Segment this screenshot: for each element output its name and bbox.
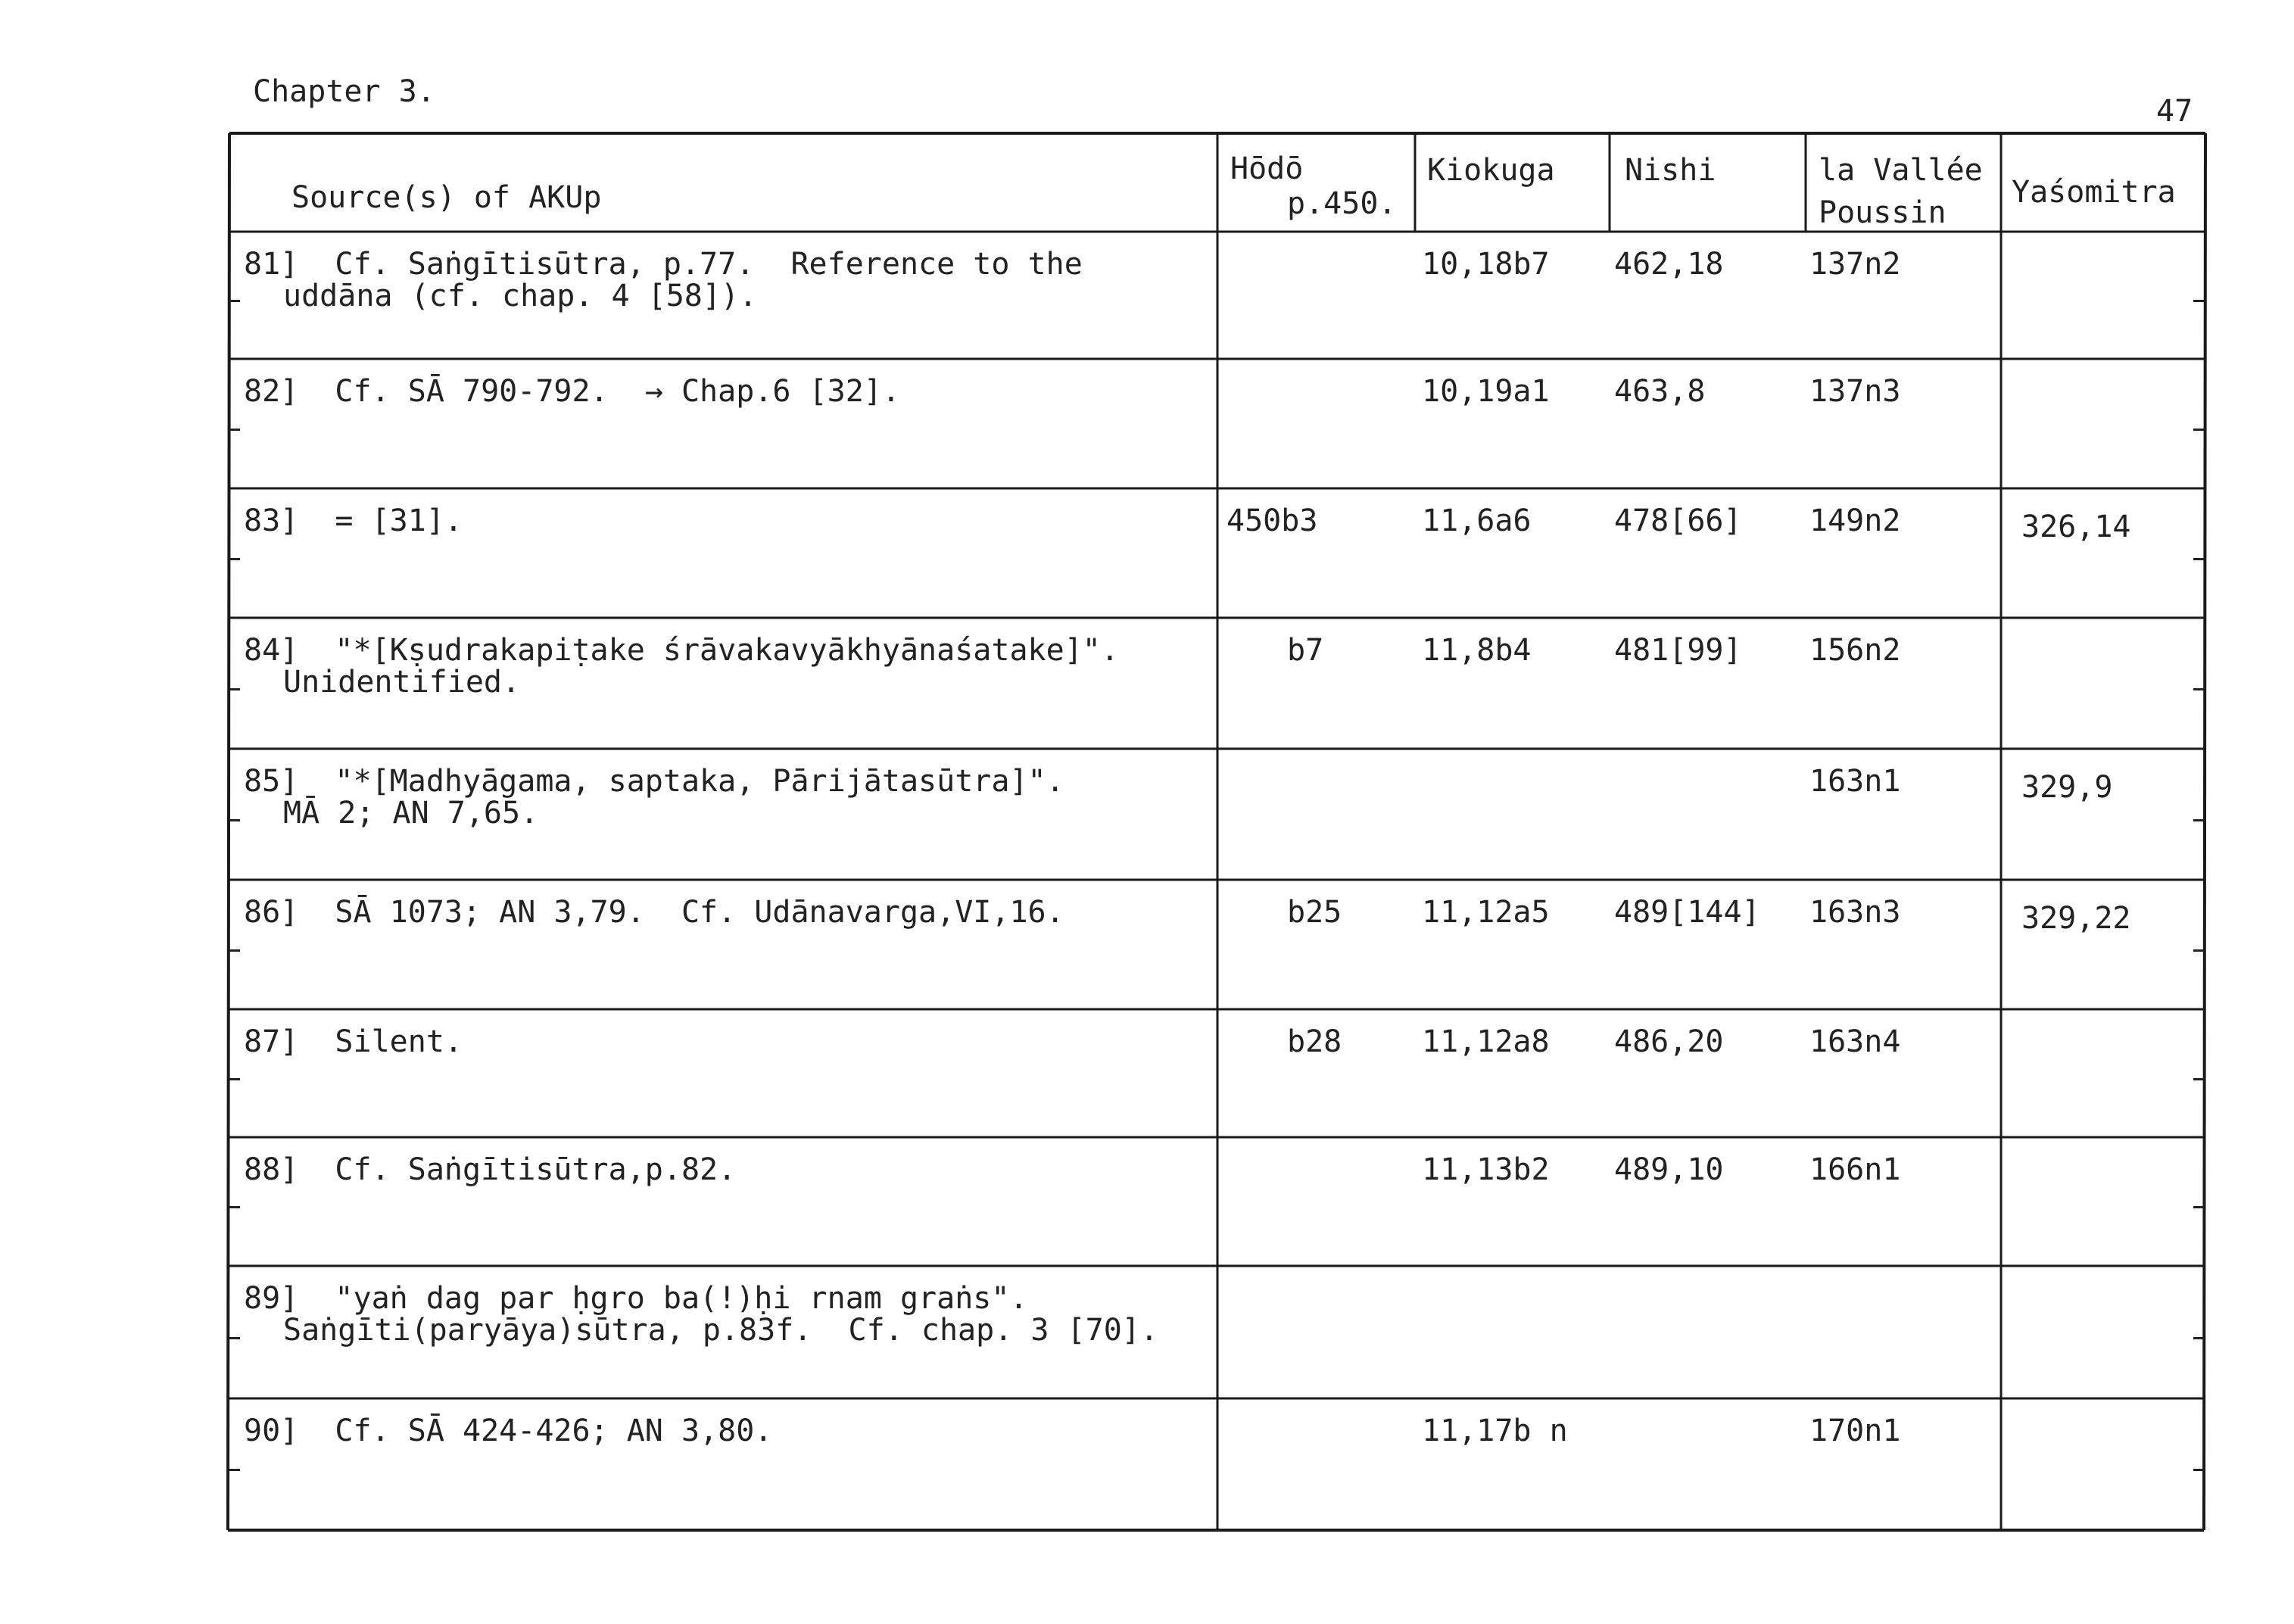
lvp-cell: 137n3 [1809,374,1901,409]
lvp-cell: 166n1 [1809,1152,1901,1187]
lvp-cell: 163n1 [1809,764,1901,799]
nishi-cell: 486,20 [1614,1024,1724,1059]
page-number: 47 [2156,94,2193,129]
kiokuga-cell: 11,6a6 [1422,503,1532,538]
nishi-cell: 463,8 [1614,374,1706,409]
row-tick-right [2193,1206,2204,1208]
row-tick-left [229,1206,240,1208]
hodo-cell: b7 [1287,633,1324,668]
yasomitra-cell: 329,22 [2021,901,2131,936]
row-tick-left [229,949,240,952]
row-tick-right [2193,819,2204,821]
lvp-cell: 163n4 [1809,1024,1901,1059]
nishi-cell: 481[99] [1614,633,1742,668]
row-tick-left [229,1337,240,1339]
kiokuga-cell: 10,18b7 [1422,247,1550,282]
source-cell-line2: uddāna (cf. chap. 4 [58]). [283,279,758,313]
header-yasomitra: Yaśomitra [2012,175,2176,210]
lvp-cell: 156n2 [1809,633,1901,668]
kiokuga-cell: 10,19a1 [1422,374,1550,409]
header-kiokuga: Kiokuga [1427,153,1555,188]
row-tick-right [2193,1469,2204,1471]
row-tick-right [2193,558,2204,560]
row-tick-right [2193,300,2204,302]
source-cell-line1: 81] Cf. Saṅgītisūtra, p.77. Reference to the [244,247,1083,282]
lvp-cell: 170n1 [1809,1414,1901,1448]
nishi-cell: 478[66] [1614,503,1742,538]
row-tick-left [229,300,240,302]
source-cell-line1: 90] Cf. SĀ 424-426; AN 3,80. [244,1414,773,1448]
header-lvp-line1: la Vallée [1819,153,1983,188]
kiokuga-cell: 11,8b4 [1422,633,1532,668]
lvp-cell: 137n2 [1809,247,1901,282]
kiokuga-cell: 11,17b n [1422,1414,1568,1448]
row-tick-right [2193,429,2204,431]
source-cell-line2: Saṅgīti(paryāya)sūtra, p.83f. Cf. chap. 3 [70]. [283,1313,1158,1348]
row-tick-right [2193,688,2204,690]
row-tick-left [229,558,240,560]
row-tick-left [229,429,240,431]
row-tick-right [2193,1337,2204,1339]
row-tick-left [229,688,240,690]
source-cell-line2: Unidentified. [283,665,521,700]
nishi-cell: 489,10 [1614,1152,1724,1187]
yasomitra-cell: 329,9 [2021,770,2113,805]
source-cell-line1: 88] Cf. Saṅgītisūtra,p.82. [244,1152,737,1187]
yasomitra-cell: 326,14 [2021,510,2131,544]
source-cell-line1: 83] = [31]. [244,503,463,538]
source-cell-line2: MĀ 2; AN 7,65. [283,796,539,831]
table-column-lines [1217,133,2001,1530]
nishi-cell: 462,18 [1614,247,1724,282]
source-cell-line1: 87] Silent. [244,1024,463,1059]
source-cell-line1: 86] SĀ 1073; AN 3,79. Cf. Udānavarga,VI,16. [244,895,1064,930]
source-cell-line1: 84] "*[Kṣudrakapiṭake śrāvakavyākhyānaśatake]". [244,633,1119,668]
header-source: Source(s) of AKUp [291,180,602,215]
hodo-cell: b25 [1287,895,1342,930]
row-tick-right [2193,949,2204,952]
hodo-cell: 450b3 [1226,503,1318,538]
row-tick-left [229,819,240,821]
source-cell-line1: 89] "yaṅ dag par ḥgro ba(!)ḥi rnam graṅs". [244,1281,1028,1316]
lvp-cell: 149n2 [1809,503,1901,538]
row-tick-left [229,1469,240,1471]
header-nishi: Nishi [1625,153,1716,188]
header-hodo-line2: p.450. [1287,186,1397,221]
lvp-cell: 163n3 [1809,895,1901,930]
source-cell-line1: 85] "*[Madhyāgama, saptaka, Pārijātasūtra]". [244,764,1064,799]
hodo-cell: b28 [1287,1024,1342,1059]
kiokuga-cell: 11,12a5 [1422,895,1550,930]
header-lvp-line2: Poussin [1819,195,1946,230]
kiokuga-cell: 11,13b2 [1422,1152,1550,1187]
header-hodo-line1: Hōdō [1230,151,1304,186]
nishi-cell: 489[144] [1614,895,1760,930]
row-tick-left [229,1078,240,1080]
source-cell-line1: 82] Cf. SĀ 790-792. → Chap.6 [32]. [244,374,900,409]
row-tick-right [2193,1078,2204,1080]
chapter-title: Chapter 3. [253,74,435,109]
kiokuga-cell: 11,12a8 [1422,1024,1550,1059]
